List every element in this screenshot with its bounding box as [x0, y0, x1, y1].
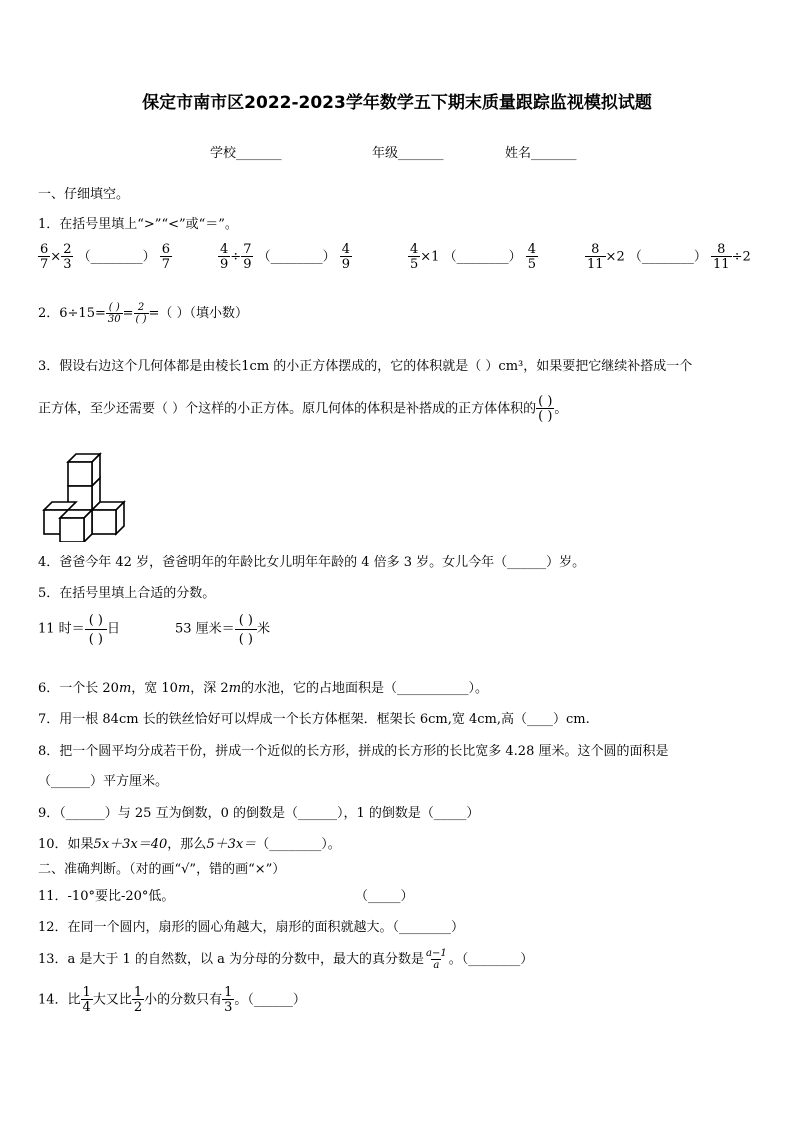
q1-item-1: $\frac{6}{7}$ × $\frac{2}{3}$ （________） $\frac{6}{7}$ [40, 242, 171, 272]
q5-answer-b[interactable]: $\frac{( )}{( )}$ [235, 612, 257, 646]
question-4: 4．爸爸今年 42 岁，爸爸明年的年龄比女儿明年年龄的 4 倍多 3 岁。女儿今年（______）岁。 [38, 555, 586, 570]
question-14: 14．比 $\frac{1}{4}$ 大又比 $\frac{1}{2}$ 小的分数只有 $\frac{1}{3}$ 。（______） [38, 985, 306, 1015]
page-title: 保定市南市区2022-2023学年数学五下期末质量跟踪监视模拟试题 [142, 93, 652, 113]
q1-item-3: $\frac{4}{5}$ ×1 （________） $\frac{4}{5}$ [410, 242, 537, 272]
q5-answer-a[interactable]: $\frac{( )}{( )}$ [85, 612, 107, 646]
question-2: 2．6÷15= $\frac{( )}{30}$ = $\frac{2}{( )}$ =（ ）（填小数） [38, 301, 249, 325]
q1-item-2: $\frac{4}{9}$ ÷ $\frac{7}{9}$ （________） $\frac{4}{9}$ [220, 242, 351, 272]
q1-blank-2[interactable]: （________） [257, 249, 336, 265]
school-field[interactable]: 学校_______ [210, 146, 282, 161]
question-13: 13．a 是大于 1 的自然数，以 a 为分母的分数中，最大的真分数是 $\frac{a-1}{a}$ 。（________） [38, 947, 534, 971]
section-1-heading: 一、仔细填空。 [38, 187, 130, 202]
question-3-line-1: 3．假设右边这个几何体都是由棱长1cm 的小正方体摆成的，它的体积就是（ ）cm³，如果要把它继续补搭成一个 [38, 359, 693, 374]
question-1: 1．在括号里填上“>”“<”或“＝”。 [38, 217, 238, 232]
question-9: 9．（______）与 25 互为倒数，0 的倒数是（______），1 的倒数是（_____） [38, 806, 480, 821]
question-10: 10．如果5x＋3x＝40，那么5＋3x＝（________）。 [38, 837, 341, 852]
q5-part-b: 53 厘米＝ $\frac{( )}{( )}$ 米 [175, 613, 270, 647]
section-2-heading: 二、准确判断。（对的画“√”，错的画“×”） [38, 862, 286, 877]
question-5: 5．在括号里填上合适的分数。 [38, 586, 216, 601]
question-8-line-2: （______）平方厘米。 [38, 774, 169, 789]
q5-part-a: 11 时＝ $\frac{( )}{( )}$ 日 [38, 613, 120, 647]
cube-figure [40, 447, 130, 542]
q1-blank-3[interactable]: （________） [443, 249, 522, 265]
grade-field[interactable]: 年级_______ [372, 146, 444, 161]
q11-answer-blank[interactable]: （_____） [355, 889, 414, 904]
question-8-line-1: 8．把一个圆平均分成若干份，拼成一个近似的长方形，拼成的长方形的长比宽多 4.28 厘米。这个圆的面积是 [38, 744, 669, 759]
q1-blank-1[interactable]: （________） [77, 249, 156, 265]
q1-blank-4[interactable]: （________） [628, 249, 707, 265]
q1-item-4: $\frac{8}{11}$ ×2 （________） $\frac{8}{11}$ ÷2 [587, 242, 751, 272]
name-field[interactable]: 姓名_______ [505, 146, 577, 161]
question-12: 12．在同一个圆内，扇形的圆心角越大，扇形的面积就越大。（________） [38, 920, 465, 935]
question-7: 7．用一根 84cm 长的铁丝恰好可以焊成一个长方体框架．框架长 6cm,宽 4cm,高（____）cm. [38, 712, 590, 727]
question-3-line-2: 正方体，至少还需要（ ）个这样的小正方体。原几何体的体积是补搭成的正方体体积的 $\frac{( )}{( )}$ 。 [38, 394, 568, 424]
question-6: 6．一个长 20m，宽 10m，深 2m的水池，它的占地面积是（___________）。 [38, 681, 489, 696]
question-11: 11．-10°要比-20°低。 [38, 889, 175, 904]
